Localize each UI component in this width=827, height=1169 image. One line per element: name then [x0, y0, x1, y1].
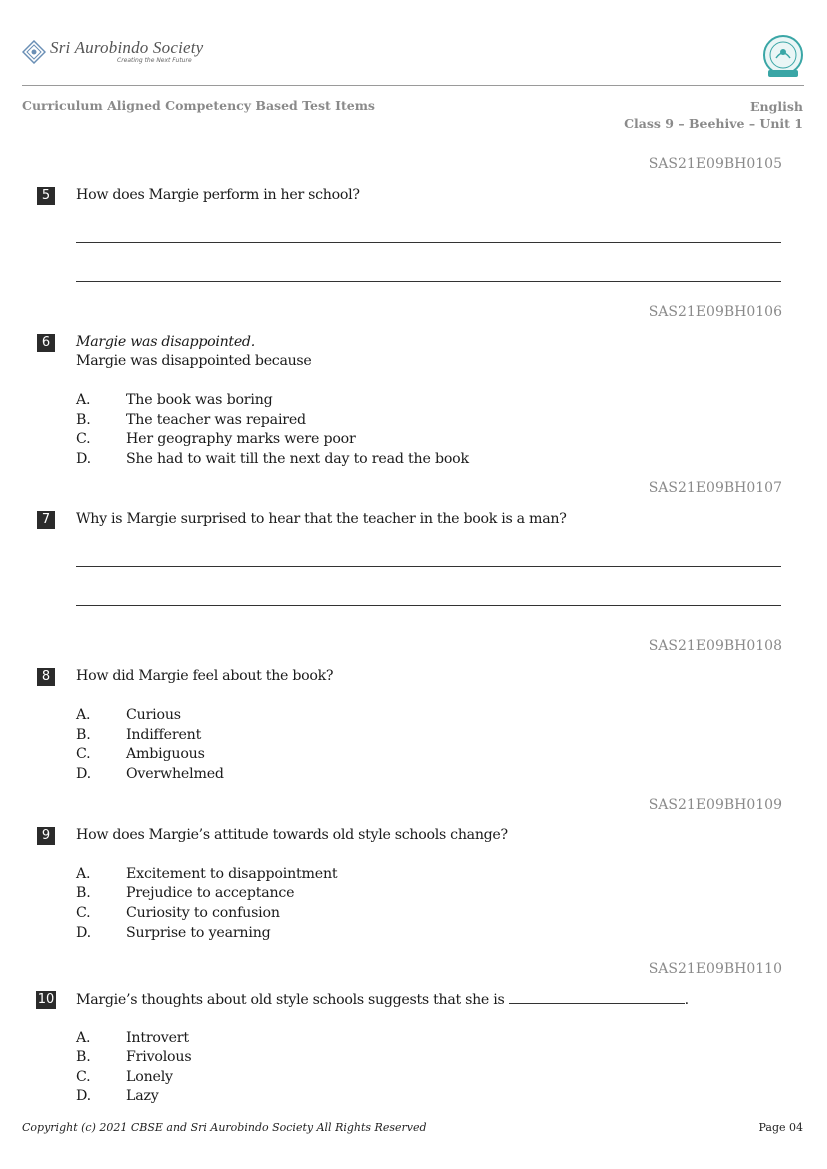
option-a[interactable] — [76, 866, 576, 886]
option-d[interactable] — [76, 1088, 576, 1108]
subject-label: English — [750, 99, 803, 114]
item-code: SAS21E09BH0107 — [648, 480, 782, 496]
option-letter: D. — [76, 1088, 91, 1104]
option-text: Lonely — [126, 1069, 173, 1085]
subject-info — [624, 98, 803, 132]
option-b[interactable] — [76, 885, 576, 905]
item-code: SAS21E09BH0108 — [648, 638, 782, 654]
option-d[interactable] — [76, 766, 576, 786]
option-text: Prejudice to acceptance — [126, 885, 295, 901]
answer-line[interactable] — [76, 605, 781, 606]
question-text: How does Margie perform in her school? — [76, 187, 360, 203]
question-number: 7 — [37, 511, 55, 529]
option-text: Excitement to disappointment — [126, 866, 338, 882]
document-title: Curriculum Aligned Competency Based Test Items — [22, 98, 375, 113]
option-text: Introvert — [126, 1030, 189, 1046]
option-text: Surprise to yearning — [126, 925, 271, 941]
option-letter: C. — [76, 905, 91, 921]
option-d[interactable] — [76, 925, 576, 945]
question-text-row — [76, 991, 689, 1008]
option-text: The teacher was repaired — [126, 412, 306, 428]
brand-tagline: Creating the Next Future — [117, 57, 192, 64]
option-text: Curious — [126, 707, 181, 723]
society-emblem-icon — [22, 40, 46, 64]
option-letter: A. — [76, 866, 91, 882]
option-text: Overwhelmed — [126, 766, 224, 782]
option-letter: C. — [76, 1069, 91, 1085]
option-text: Indifferent — [126, 727, 202, 743]
sri-aurobindo-society-logo — [22, 38, 204, 66]
option-letter: A. — [76, 1030, 91, 1046]
answer-line[interactable] — [76, 566, 781, 567]
question-number: 9 — [37, 827, 55, 845]
option-text: Curiosity to confusion — [126, 905, 280, 921]
option-text: Her geography marks were poor — [126, 431, 356, 447]
option-d[interactable] — [76, 451, 576, 471]
page-number: Page 04 — [758, 1121, 803, 1134]
option-b[interactable] — [76, 1049, 576, 1069]
option-a[interactable] — [76, 392, 576, 412]
item-code: SAS21E09BH0109 — [648, 797, 782, 813]
item-code: SAS21E09BH0110 — [648, 961, 782, 977]
answer-line[interactable] — [76, 281, 781, 282]
option-letter: C. — [76, 431, 91, 447]
option-text: Ambiguous — [126, 746, 205, 762]
option-text: Lazy — [126, 1088, 159, 1104]
item-code: SAS21E09BH0105 — [648, 156, 782, 172]
item-code: SAS21E09BH0106 — [648, 304, 782, 320]
option-letter: D. — [76, 925, 91, 941]
option-letter: B. — [76, 412, 91, 428]
brand-name: Sri Aurobindo Society — [50, 38, 204, 57]
question-text: Margie’s thoughts about old style schools suggests that she is — [76, 992, 505, 1008]
question-text: Margie was disappointed because — [76, 353, 312, 369]
option-letter: B. — [76, 885, 91, 901]
question-context: Margie was disappointed. — [76, 334, 255, 350]
option-b[interactable] — [76, 412, 576, 432]
cbse-seal-icon — [760, 34, 806, 80]
option-c[interactable] — [76, 1069, 576, 1089]
option-letter: C. — [76, 746, 91, 762]
question-number: 10 — [37, 992, 55, 1007]
copyright-notice: Copyright (c) 2021 CBSE and Sri Aurobindo Society All Rights Reserved — [22, 1121, 427, 1134]
option-letter: D. — [76, 766, 91, 782]
option-letter: A. — [76, 392, 91, 408]
option-b[interactable] — [76, 727, 576, 747]
option-letter: D. — [76, 451, 91, 467]
question-number: 6 — [37, 334, 55, 352]
cbse-seal — [760, 34, 806, 80]
header-divider — [22, 85, 804, 86]
option-c[interactable] — [76, 746, 576, 766]
fill-in-blank[interactable] — [509, 991, 685, 1004]
class-unit-label: Class 9 – Beehive – Unit 1 — [624, 116, 803, 131]
question-number: 5 — [37, 187, 55, 205]
option-letter: B. — [76, 727, 91, 743]
option-text: She had to wait till the next day to read the book — [126, 451, 469, 467]
option-c[interactable] — [76, 431, 576, 451]
question-number: 8 — [37, 668, 55, 686]
option-text: The book was boring — [126, 392, 273, 408]
option-letter: B. — [76, 1049, 91, 1065]
question-text-end: . — [684, 992, 689, 1008]
answer-line[interactable] — [76, 242, 781, 243]
option-c[interactable] — [76, 905, 576, 925]
question-text: How does Margie’s attitude towards old style schools change? — [76, 827, 508, 843]
option-letter: A. — [76, 707, 91, 723]
option-a[interactable] — [76, 1030, 576, 1050]
option-a[interactable] — [76, 707, 576, 727]
question-text: Why is Margie surprised to hear that the teacher in the book is a man? — [76, 511, 567, 527]
question-text: How did Margie feel about the book? — [76, 668, 334, 684]
option-text: Frivolous — [126, 1049, 192, 1065]
